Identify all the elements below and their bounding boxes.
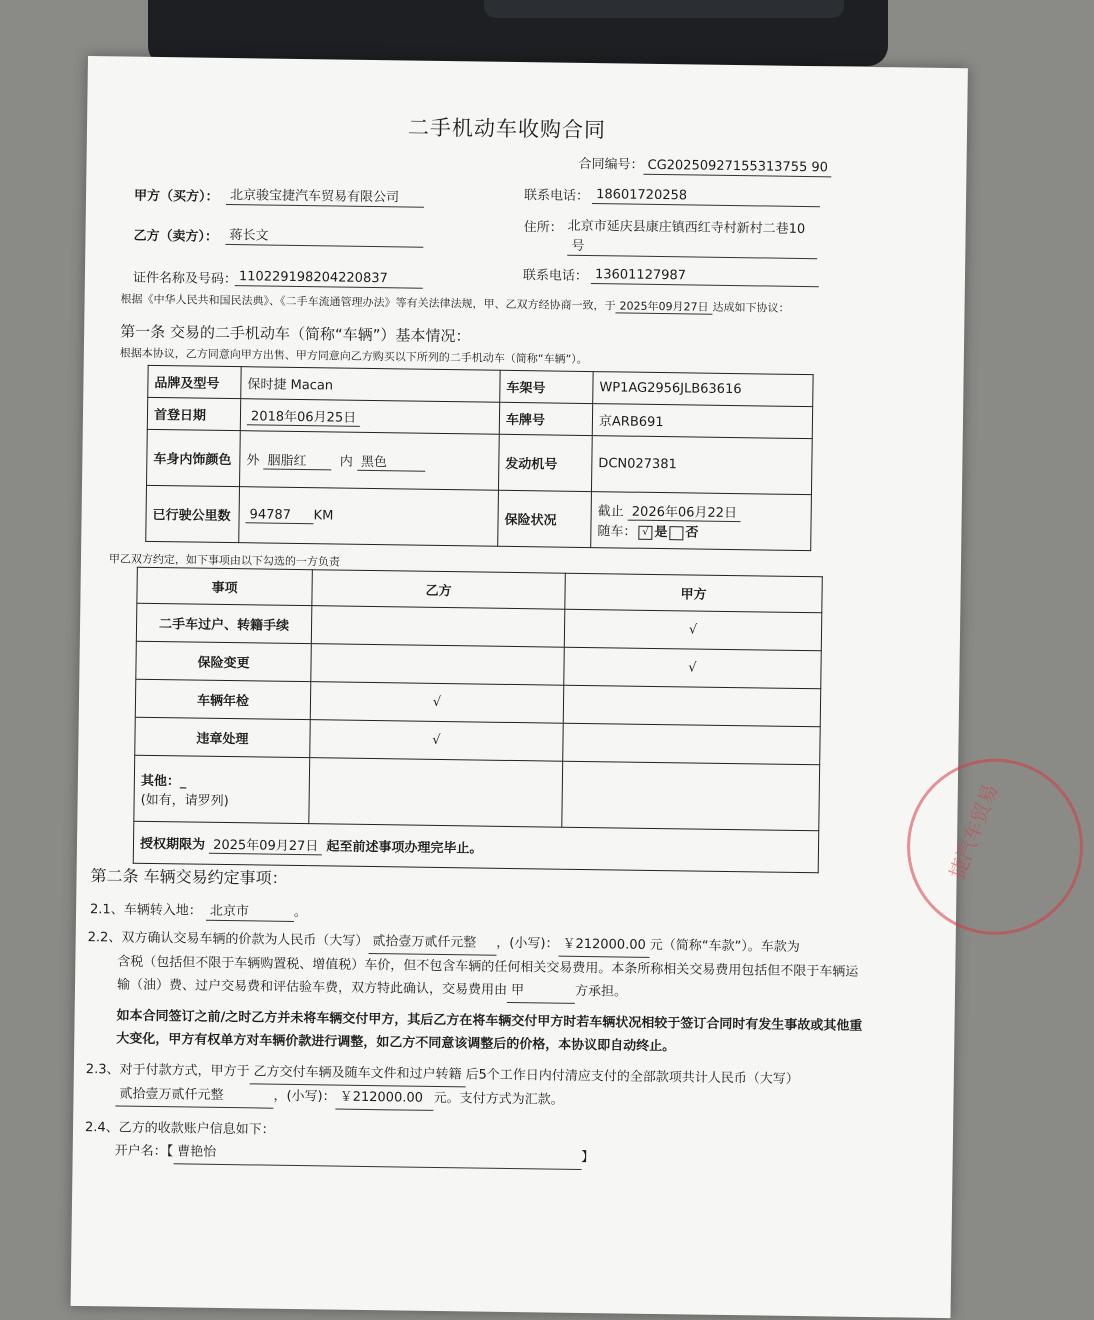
account-label: 开户名：【	[114, 1143, 174, 1160]
duty-a-check	[563, 723, 821, 765]
laptop-trackpad	[484, 0, 844, 18]
reg-date-label: 首登日期	[147, 397, 240, 430]
phone-b-label: 联系电话：	[522, 268, 589, 285]
clause-2-2-no: 2.2、	[87, 930, 122, 946]
mileage-unit: KM	[313, 507, 334, 523]
brand-value: 保时捷 Macan	[241, 367, 500, 403]
duties-header-b: 乙方	[312, 570, 565, 610]
reg-date-value: 2018年06月25日	[247, 405, 360, 427]
duty-item: 保险变更	[136, 641, 312, 681]
preamble-date: 2025年09月27日	[615, 299, 712, 315]
clause-2-1-no: 2.1、	[89, 902, 124, 918]
clause-2-2-line2: 含税（包括但不限于车辆购置税、增值税）车价，但不包含车辆的任何相关交易费用。本条所称相关交易费用包括但不限于车辆运	[117, 954, 859, 980]
phone-b-value: 13601127987	[591, 267, 819, 287]
article1-intro: 根据本协议，乙方同意向甲方出售、甲方同意向乙方购买以下所列的二手机动车（简称“车辆”）。	[119, 346, 588, 367]
clause-2-1	[90, 902, 307, 922]
clause-2-3-lower: ￥212000.00	[335, 1086, 433, 1111]
clause-2-4-text: 乙方的收款账户信息如下：	[118, 1120, 275, 1138]
engine-label: 发动机号	[498, 434, 592, 491]
contract-no-label: 合同编号：	[578, 156, 644, 173]
id-value: 110229198204220837	[235, 269, 423, 288]
clause-2-2-t2: ，(小写)：	[496, 935, 559, 952]
insurance-date: 2026年06月22日	[628, 501, 741, 523]
vin-label: 车架号	[500, 370, 593, 403]
clause-2-1-text: 车辆转入地：	[123, 902, 202, 919]
plate-label: 车牌号	[499, 402, 592, 435]
party-b-label: 乙方（卖方）：	[133, 228, 219, 245]
party-a-label: 甲方（买方）：	[133, 188, 219, 205]
clause-2-2-party: 甲	[507, 979, 575, 1004]
party-b-value: 蒋长文	[225, 228, 423, 247]
duty-b-check: √	[310, 720, 564, 762]
duty-b-check	[311, 644, 565, 686]
plate-value: 京ARB691	[592, 404, 812, 439]
account-end: 】	[581, 1149, 595, 1166]
duty-a-check: √	[564, 609, 822, 651]
contract-no-value: CG20250927155313755 90	[643, 158, 832, 177]
color-ext-value: 胭脂红	[263, 449, 331, 470]
seal-text: 捷汽车贸易	[944, 780, 1003, 883]
engine-value: DCN027381	[591, 436, 812, 495]
color-label: 车身内饰颜色	[147, 429, 241, 486]
clause-2-2-line3a: 输（油）费、过户交易费和评估验车费，双方特此确认，交易费用由	[116, 977, 508, 998]
duty-a-check	[563, 685, 821, 727]
contract-title: 二手机动车收购合同	[407, 115, 607, 143]
duty-item: 违章处理	[135, 717, 311, 757]
duty-b-check	[311, 606, 565, 648]
preamble	[121, 292, 790, 316]
duties-table	[133, 567, 823, 874]
duty-a-check: √	[564, 647, 822, 689]
insurance-prefix: 截止	[597, 504, 624, 520]
clause-2-3-t4: 元。支付方式为汇款。	[433, 1090, 564, 1108]
adjustment-line2: 大变化，甲方有权单方对车辆价款进行调整，如乙方不同意该调整后的价格，本协议即自动终止。	[116, 1031, 676, 1055]
auth-period-cell	[133, 821, 819, 873]
duty-other-cell	[134, 755, 310, 823]
duty-other-label: 其他：_	[140, 773, 187, 789]
duty-item: 二手车过户、转籍手续	[136, 603, 312, 643]
adjustment-line1: 如本合同签订之前/之时乙方并未将车辆交付甲方，其后乙方在将车辆交付甲方时若车辆状况相较于签订合同时有发生事故或其他重	[116, 1008, 863, 1034]
yes-checkbox[interactable]: √	[638, 525, 652, 539]
mileage-cell	[239, 487, 499, 547]
clause-2-2	[87, 926, 908, 1008]
clause-2-3-cond: 乙方交付车辆及随车文件和过户转籍	[249, 1060, 465, 1087]
clause-2-3-t3: ，(小写)：	[273, 1088, 336, 1105]
article1-heading: 第一条 交易的二手机动车（简称“车辆”）基本情况：	[120, 322, 471, 346]
address-line2: 号	[567, 239, 817, 259]
mileage-label: 已行驶公里数	[146, 485, 240, 542]
auth-prefix: 授权期限为	[139, 836, 206, 853]
account-name: 曹艳怡	[173, 1140, 581, 1170]
clause-2-2-upper: 贰拾壹万贰仟元整	[368, 930, 496, 956]
preamble-text1: 根据《中华人民共和国民法典》、《二手车流通管理办法》等有关法律法规，甲、乙双方经协商一致，于	[120, 292, 616, 313]
clause-2-2-t1: 双方确认交易车辆的价款为人民币（大写）	[121, 930, 369, 950]
article2-heading: 第二条 车辆交易约定事项：	[90, 866, 288, 888]
mileage-value: 94787	[245, 507, 313, 524]
reg-date-cell	[240, 399, 499, 435]
clause-2-2-lower: ￥212000.00	[558, 933, 650, 958]
clause-2-1-value: 北京市	[206, 904, 294, 922]
duty-other-b	[309, 758, 563, 828]
auth-suffix: 起至前述事项办理完毕止。	[326, 838, 483, 857]
duties-header-item: 事项	[137, 567, 312, 605]
clause-2-3-upper: 贰拾壹万贰仟元整	[115, 1082, 273, 1108]
contract-no	[578, 157, 832, 177]
duty-other-hint: (如有，请罗列)	[140, 792, 229, 809]
clause-2-3	[85, 1058, 906, 1117]
vehicle-info-table	[145, 365, 813, 551]
clause-2-1-end: 。	[293, 904, 308, 921]
company-seal	[906, 758, 1084, 936]
duties-intro: 甲乙双方约定，如下事项由以下勾选的一方负责	[108, 552, 341, 569]
auth-date: 2025年09月27日	[209, 833, 322, 855]
duty-b-check: √	[310, 682, 564, 724]
clause-2-3-t1: 对于付款方式，甲方于	[119, 1062, 250, 1080]
id-label: 证件名称及号码：	[132, 270, 238, 288]
no-checkbox[interactable]	[669, 526, 683, 540]
laptop-edge	[148, 0, 888, 66]
duty-item: 车辆年检	[135, 679, 311, 719]
clause-2-4-no: 2.4、	[84, 1120, 119, 1136]
color-int-value: 黑色	[357, 450, 425, 471]
color-int-prefix: 内	[339, 454, 353, 470]
contract-sheet	[71, 56, 1003, 1318]
address-line1: 北京市延庆县康庄镇西红寺村新村二巷10	[567, 218, 806, 238]
clause-2-3-t2: 后5个工作日内付清应支付的全部款项共计人民币（大写）	[465, 1067, 799, 1088]
clause-2-3-no: 2.3、	[85, 1062, 120, 1078]
color-cell	[240, 431, 500, 491]
address-label: 住所：	[523, 220, 563, 236]
insurance-label: 保险状况	[498, 490, 592, 547]
duties-header-a: 甲方	[565, 573, 822, 613]
duty-other-a	[562, 761, 820, 831]
yes-label: 是	[654, 524, 668, 541]
clause-2-2-t3: 元（简称“车款”）。车款为	[649, 937, 800, 956]
insurance-with-car: 随车：	[597, 524, 637, 540]
insurance-cell	[591, 492, 812, 551]
no-label: 否	[685, 525, 699, 541]
preamble-text2: 达成如下协议：	[712, 300, 790, 315]
adjustment-clause	[116, 1004, 917, 1061]
clause-2-4	[85, 1116, 906, 1174]
vin-value: WP1AG2956JLB63616	[593, 372, 813, 407]
color-ext-prefix: 外	[246, 452, 260, 468]
clause-2-2-line3b: 方承担。	[574, 983, 628, 1000]
party-a-value: 北京骏宝捷汽车贸易有限公司	[226, 188, 424, 207]
brand-label: 品牌及型号	[148, 365, 241, 398]
phone-a-value: 18601720258	[592, 187, 820, 207]
phone-a-label: 联系电话：	[523, 188, 590, 205]
